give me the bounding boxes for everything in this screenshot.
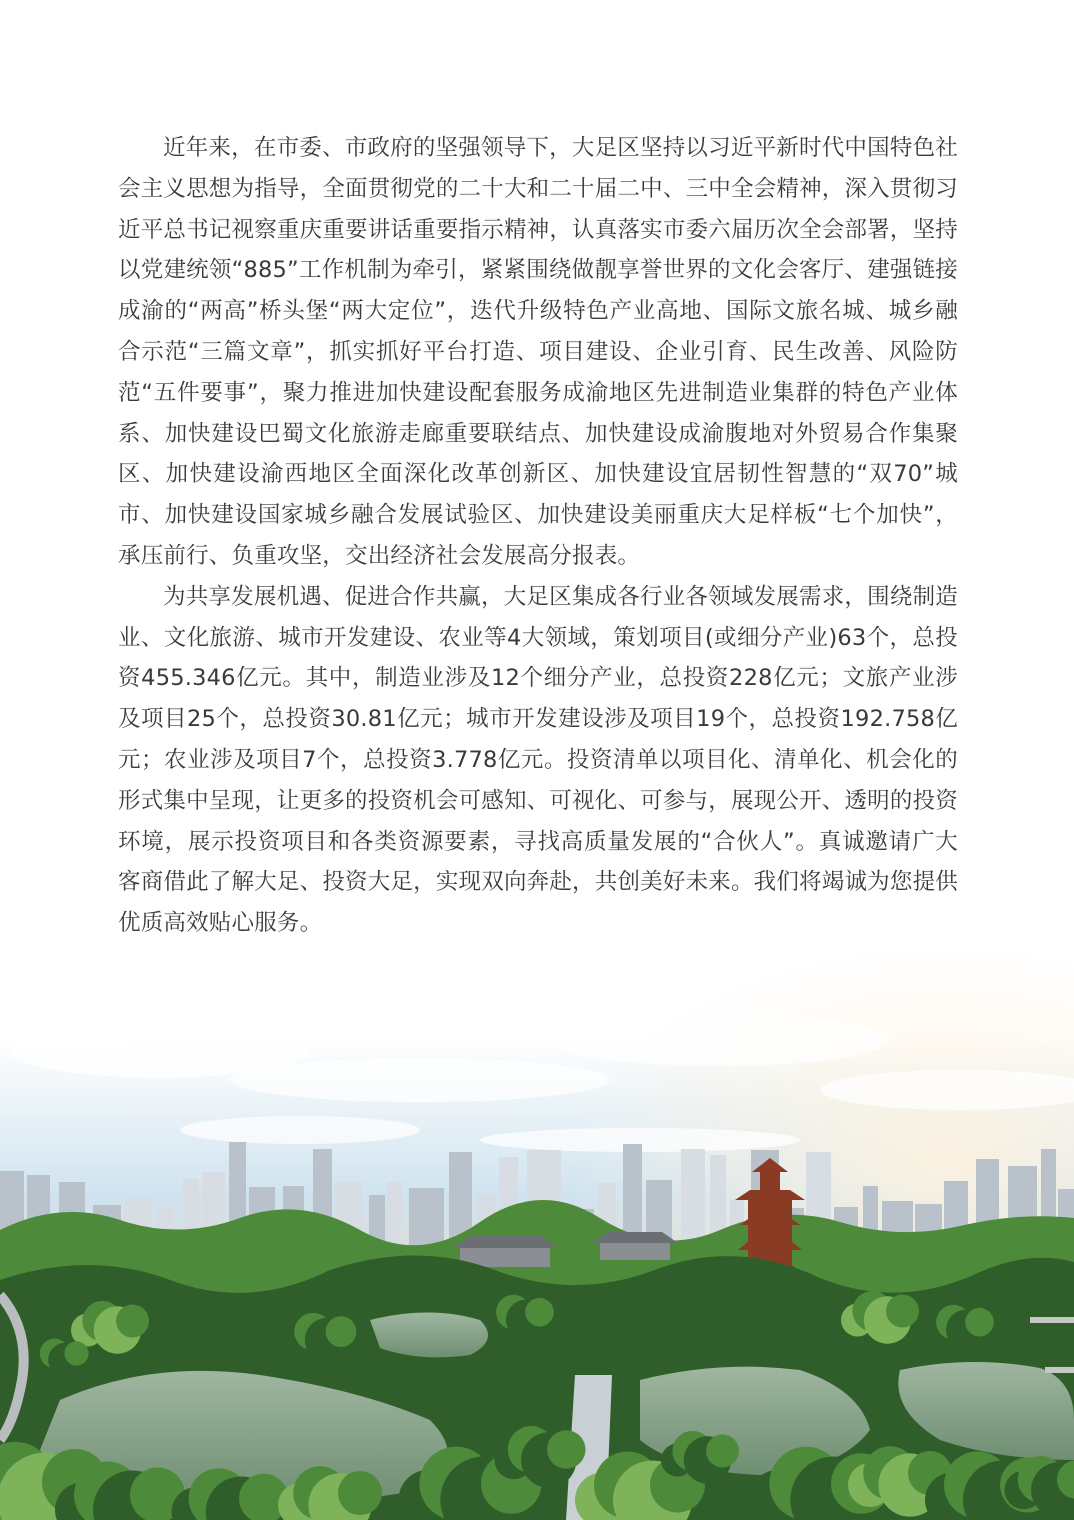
- tree-canopy: [547, 1430, 586, 1469]
- tree-canopy: [326, 1316, 357, 1347]
- tree-canopy: [338, 1471, 382, 1515]
- tree-canopy: [965, 1308, 994, 1337]
- tree-canopy: [886, 1295, 919, 1328]
- skyline-building: [387, 1182, 402, 1250]
- tree-canopy: [116, 1305, 149, 1338]
- city-park-illustration: [0, 900, 1074, 1520]
- article-body: [118, 128, 958, 944]
- skyline-building: [681, 1149, 705, 1250]
- paragraph-intro: 近年来，在市委、市政府的坚强领导下，大足区坚持以习近平新时代中国特色社会主义思想为指导，全面贯彻党的二十大和二十届二中、三中全会精神，深入贯彻习近平总书记视察重庆重要讲话重要指示精神，认真落实市委六届历次全会部署，坚持以党建统领“885”工作机制为牵引，紧紧围绕做靓享誉世界的文化会客厅、建强链接成渝的“两高”桥头堡“两大定位”，迭代升级特色产业高地、国际文旅名城、城乡融合示范“三篇文章”，抓实抓好平台打造、项目建设、企业引育、民生改善、风险防范“五件要事”，聚力推进加快建设配套服务成渝地区先进制造业集群的特色产业体系、加快建设巴蜀文化旅游走廊重要联结点、加快建设成渝腹地对外贸易合作集聚区、加快建设渝西地区全面深化改革创新区、加快建设宜居韧性智慧的“双70”城市、加快建设国家城乡融合发展试验区、加快建设美丽重庆大足样板“七个加快”，承压前行、负重攻坚，交出经济社会发展高分报表。: [118, 135, 958, 569]
- paragraph-investment: 为共享发展机遇、促进合作共赢，大足区集成各行业各领域发展需求，围绕制造业、文化旅游、城市开发建设、农业等4大领域，策划项目(或细分产业)63个，总投资455.346亿元。其中，制造业涉及12个细分产业，总投资228亿元；文旅产业涉及项目25个，总投资30.81亿元；城市开发建设涉及项目19个，总投资192.758亿元；农业涉及项目7个，总投资3.778亿元。投资清单以项目化、清单化、机会化的形式集中呈现，让更多的投资机会可感知、可视化、可参与，展现公开、透明的投资环境，展示投资项目和各类资源要素，寻找高质量发展的“合伙人”。真诚邀请广大客商借此了解大足、投资大足，实现双向奔赴，共创美好未来。我们将竭诚为您提供优质高效贴心服务。: [118, 583, 958, 937]
- skyline-building: [409, 1188, 444, 1250]
- tree-canopy: [64, 1341, 88, 1365]
- city-park-photo: [0, 900, 1074, 1520]
- tree-canopy: [706, 1435, 739, 1468]
- tree-canopy: [525, 1298, 554, 1327]
